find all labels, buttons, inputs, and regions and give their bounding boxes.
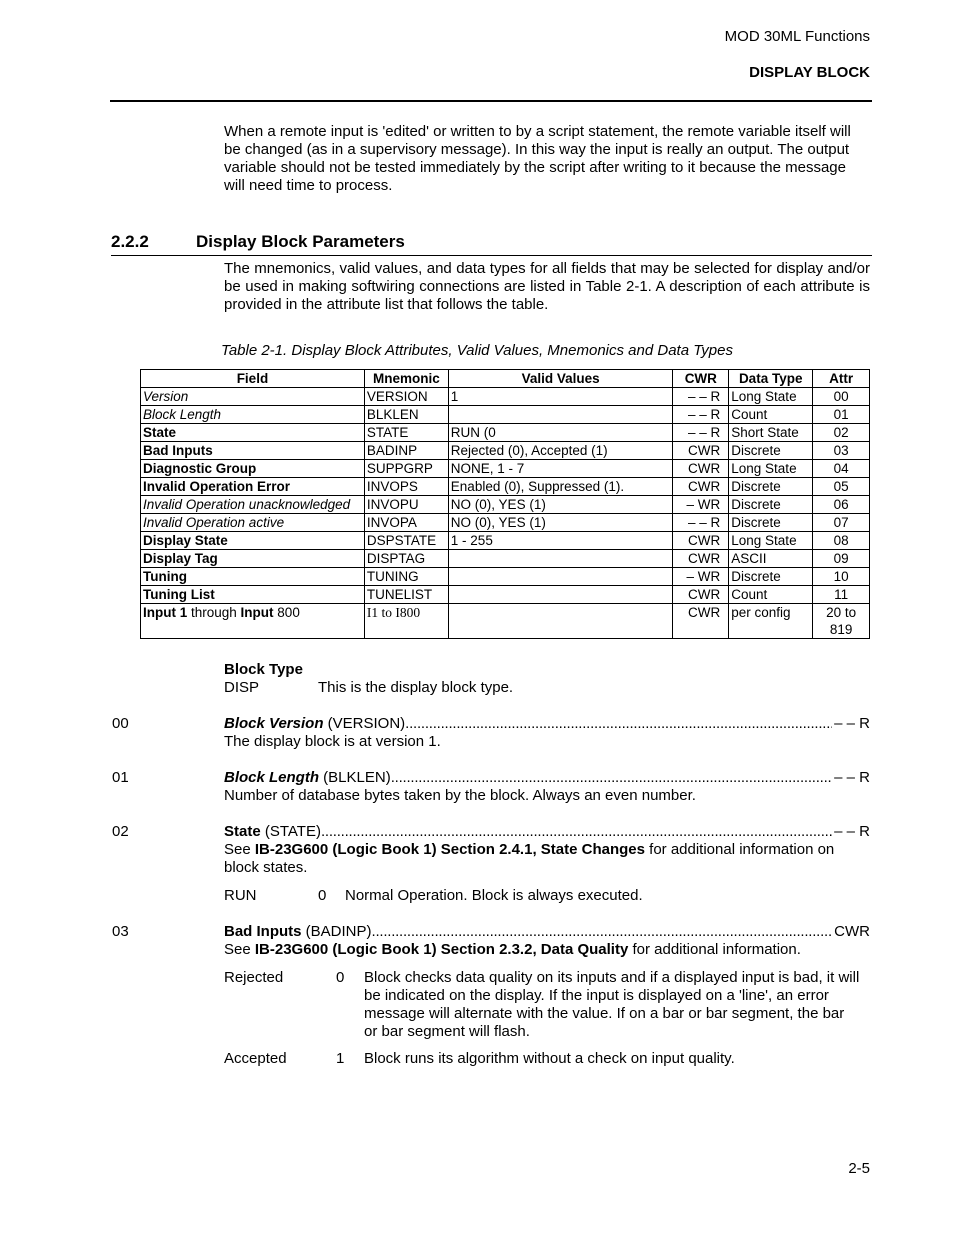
block-type-description: This is the display block type. <box>318 679 514 696</box>
attribute-number: 02 <box>112 823 129 840</box>
table-cell-cwr: – WR <box>673 496 729 514</box>
intro-paragraph: When a remote input is 'edited' or written to by a script statement, the remote variable itself will be changed (as in a supervisory message). In this way the input is really an output. The output variable should not be tested immediately by the script after writing to it because the message will need time to process. <box>224 123 851 194</box>
table-cell-field: Invalid Operation unacknowledged <box>141 496 365 514</box>
field-text: through <box>187 605 241 620</box>
table-cell-cwr: CWR <box>673 586 729 604</box>
table-cell-cwr: – – R <box>673 424 729 442</box>
page-number: 2-5 <box>848 1160 870 1177</box>
table-cell-cwr: CWR <box>673 478 729 496</box>
field-text-bold: Input <box>240 605 274 620</box>
table-row <box>141 604 870 639</box>
dot-leader <box>372 923 833 940</box>
table-cell-field: Block Length <box>141 406 365 424</box>
field-text: 800 <box>273 605 300 620</box>
dot-leader <box>405 715 832 732</box>
table-cell-data-type: Discrete <box>729 568 813 586</box>
dot-leader <box>391 769 832 786</box>
table-cell-data-type: Discrete <box>729 442 813 460</box>
table-row <box>141 514 870 532</box>
value-label: Rejected <box>224 969 284 986</box>
table-row <box>141 442 870 460</box>
table-cell-cwr: CWR <box>673 532 729 550</box>
attribute-heading-line <box>224 715 870 732</box>
table-cell-cwr: CWR <box>673 550 729 568</box>
table-cell-valid-values: NO (0), YES (1) <box>448 514 673 532</box>
table-cell-valid-values <box>448 406 673 424</box>
table-cell-data-type: per config <box>729 604 813 639</box>
table-row <box>141 496 870 514</box>
table-cell-cwr: CWR <box>673 460 729 478</box>
table-cell-valid-values: Rejected (0), Accepted (1) <box>448 442 673 460</box>
table-header-row <box>141 370 870 388</box>
attribute-number: 00 <box>112 715 129 732</box>
attribute-heading-line <box>224 823 870 840</box>
table-cell-attr: 07 <box>813 514 870 532</box>
attribute-reference: See IB-23G600 (Logic Book 1) Section 2.4.1, State Changes for additional information on block states. <box>224 841 835 876</box>
header-rule <box>110 100 872 102</box>
table-row <box>141 406 870 424</box>
table-cell-cwr: CWR <box>673 442 729 460</box>
attribute-access: CWR <box>834 923 870 940</box>
table-cell-valid-values <box>448 604 673 639</box>
table-cell-field: Display Tag <box>141 550 365 568</box>
value-label: RUN <box>224 887 257 904</box>
table-cell-attr: 11 <box>813 586 870 604</box>
table-row <box>141 460 870 478</box>
value-text: Block runs its algorithm without a check on input quality. <box>364 1050 735 1067</box>
table-cell-attr: 10 <box>813 568 870 586</box>
column-header-cwr: CWR <box>673 370 729 388</box>
table-cell-valid-values: 1 <box>448 388 673 406</box>
table-cell-valid-values <box>448 586 673 604</box>
table-cell-mnemonic: INVOPA <box>364 514 448 532</box>
table-caption: Table 2-1. Display Block Attributes, Valid Values, Mnemonics and Data Types <box>221 342 733 359</box>
table-cell-valid-values: NONE, 1 - 7 <box>448 460 673 478</box>
attribute-number: 03 <box>112 923 129 940</box>
attribute-name: Block Length (BLKLEN) <box>224 769 391 786</box>
table-row <box>141 424 870 442</box>
attr-line: 819 <box>829 622 853 637</box>
table-row <box>141 586 870 604</box>
table-cell-data-type: Count <box>729 406 813 424</box>
attribute-name: Bad Inputs (BADINP) <box>224 923 372 940</box>
column-header-attr: Attr <box>813 370 870 388</box>
table-cell-valid-values: 1 - 255 <box>448 532 673 550</box>
table-cell-attr: 08 <box>813 532 870 550</box>
value-label: Accepted <box>224 1050 287 1067</box>
table-cell-mnemonic: DSPSTATE <box>364 532 448 550</box>
table-cell-attr <box>813 604 870 639</box>
table-cell-valid-values: Enabled (0), Suppressed (1). <box>448 478 673 496</box>
table-cell-data-type: Short State <box>729 424 813 442</box>
attribute-access: – – R <box>834 769 870 786</box>
table-cell-field <box>141 604 365 639</box>
table-cell-mnemonic: TUNING <box>364 568 448 586</box>
table-cell-data-type: Long State <box>729 460 813 478</box>
table-cell-attr: 03 <box>813 442 870 460</box>
attribute-description: The display block is at version 1. <box>224 733 441 750</box>
table-row <box>141 388 870 406</box>
table-cell-data-type: Long State <box>729 388 813 406</box>
field-text-bold: Input 1 <box>143 605 188 620</box>
table-cell-attr: 05 <box>813 478 870 496</box>
table-row <box>141 568 870 586</box>
value-code: 1 <box>336 1050 345 1067</box>
table-cell-data-type: Discrete <box>729 478 813 496</box>
table-cell-field: Tuning <box>141 568 365 586</box>
dot-leader <box>321 823 832 840</box>
table-cell-mnemonic: INVOPS <box>364 478 448 496</box>
section-title: Display Block Parameters <box>196 232 405 251</box>
running-header-title: MOD 30ML Functions <box>724 28 870 45</box>
table-cell-data-type: Count <box>729 586 813 604</box>
table-cell-data-type: Discrete <box>729 514 813 532</box>
table-cell-field: State <box>141 424 365 442</box>
attribute-access: – – R <box>834 823 870 840</box>
attribute-heading-line <box>224 769 870 786</box>
table-cell-cwr: – – R <box>673 406 729 424</box>
table-cell-cwr: – – R <box>673 388 729 406</box>
column-header-mnemonic: Mnemonic <box>364 370 448 388</box>
table-cell-attr: 06 <box>813 496 870 514</box>
attribute-heading-line <box>224 923 870 940</box>
table-cell-valid-values <box>448 568 673 586</box>
table-cell-cwr: CWR <box>673 604 729 639</box>
value-text: Block checks data quality on its inputs and if a displayed input is bad, it will be indicated on the display. If the input is displayed on a 'line', an error message will alternate with the value. If on a bar or bar segment, the bar or bar segment will flash. <box>364 969 860 1040</box>
table-row <box>141 550 870 568</box>
column-header-data-type: Data Type <box>729 370 813 388</box>
table-cell-field: Invalid Operation active <box>141 514 365 532</box>
table-cell-mnemonic: SUPPGRP <box>364 460 448 478</box>
table-row <box>141 532 870 550</box>
attr-line: 20 to <box>826 605 857 620</box>
table-cell-field: Invalid Operation Error <box>141 478 365 496</box>
table-cell-cwr: – – R <box>673 514 729 532</box>
table-cell-valid-values: RUN (0 <box>448 424 673 442</box>
table-cell-mnemonic: STATE <box>364 424 448 442</box>
value-code: 0 <box>336 969 345 986</box>
table-cell-field: Display State <box>141 532 365 550</box>
running-header-section: DISPLAY BLOCK <box>749 64 870 81</box>
table-cell-mnemonic: I1 to I800 <box>364 604 448 639</box>
table-cell-field: Bad Inputs <box>141 442 365 460</box>
attribute-description: Number of database bytes taken by the block. Always an even number. <box>224 787 696 804</box>
table-cell-attr: 04 <box>813 460 870 478</box>
attribute-table <box>140 369 870 639</box>
table-cell-attr: 09 <box>813 550 870 568</box>
section-paragraph: The mnemonics, valid values, and data types for all fields that may be selected for display and/or be used in making softwiring connections are listed in Table 2-1. A description of each attribute is provided in the attribute list that follows the table. <box>224 260 870 313</box>
table-cell-data-type: ASCII <box>729 550 813 568</box>
table-cell-data-type: Discrete <box>729 496 813 514</box>
table-cell-mnemonic: DISPTAG <box>364 550 448 568</box>
table-cell-cwr: – WR <box>673 568 729 586</box>
table-cell-attr: 00 <box>813 388 870 406</box>
table-cell-valid-values <box>448 550 673 568</box>
section-number: 2.2.2 <box>111 232 149 251</box>
value-code: 0 <box>318 887 327 904</box>
table-cell-mnemonic: BADINP <box>364 442 448 460</box>
table-cell-mnemonic: VERSION <box>364 388 448 406</box>
table-cell-valid-values: NO (0), YES (1) <box>448 496 673 514</box>
section-heading <box>111 232 872 256</box>
table-cell-attr: 02 <box>813 424 870 442</box>
table-cell-field: Tuning List <box>141 586 365 604</box>
table-cell-attr: 01 <box>813 406 870 424</box>
attribute-access: – – R <box>834 715 870 732</box>
value-text: Normal Operation. Block is always executed. <box>345 887 643 904</box>
table-row <box>141 478 870 496</box>
attribute-reference: See IB-23G600 (Logic Book 1) Section 2.3.2, Data Quality for additional information. <box>224 941 801 958</box>
table-cell-mnemonic: BLKLEN <box>364 406 448 424</box>
attribute-number: 01 <box>112 769 129 786</box>
table-cell-mnemonic: INVOPU <box>364 496 448 514</box>
block-type-code: DISP <box>224 679 260 696</box>
attribute-name: Block Version (VERSION) <box>224 715 406 732</box>
column-header-valid-values: Valid Values <box>448 370 673 388</box>
table-cell-data-type: Long State <box>729 532 813 550</box>
block-type-heading: Block Type <box>224 661 303 678</box>
table-cell-field: Version <box>141 388 365 406</box>
attribute-name: State (STATE) <box>224 823 321 840</box>
table-cell-field: Diagnostic Group <box>141 460 365 478</box>
table-cell-mnemonic: TUNELIST <box>364 586 448 604</box>
column-header-field: Field <box>141 370 365 388</box>
